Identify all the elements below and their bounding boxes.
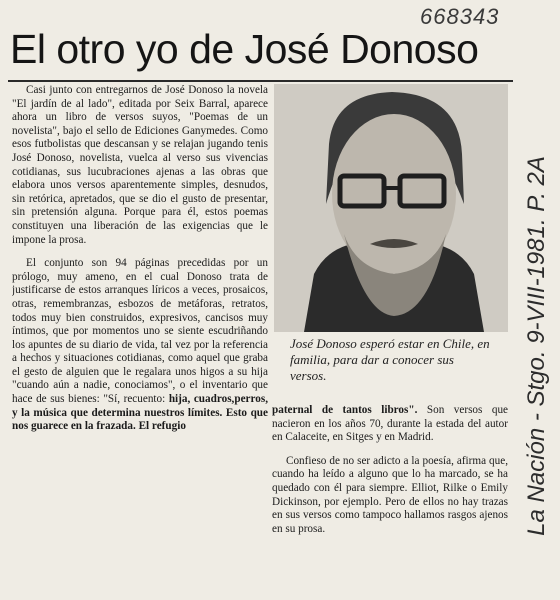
article-headline: El otro yo de José Donoso — [10, 26, 479, 72]
article-paragraph-2 — [12, 257, 268, 434]
right-paragraph-1-bold: paternal de tantos libros". — [272, 404, 418, 416]
right-paragraph-2: Confieso de no ser adicto a la poesía, afirma que, cuando ha leído a alguno que lo ha marcado, se ha quedado con él para siempre. Elliot, Rilke o Emily Dickinson, por ejemplo. Pero de ellos no hay trazas en sus versos como tampoco hallamos rasgos ajenos en su prosa. — [272, 454, 508, 535]
article-paragraph-2-text: El conjunto son 94 páginas precedidas por un prólogo, muy ameno, en el cual Donoso trata de justificarse de estos arranques líricos a veces, prosaicos, otras, remembranzas, esbozos de metáforas, retratos, todos muy bien construidos, expresivos, cancisos muy íntimos, que por momentos uno se siente escudriñando los apuntes de su diario de vida, tal vez por la referencia a hechos y situaciones cotidianas, como aquel que graba el gesto de alguien que le regalara unos higos a su hija "cuando aún a nadie, conociamos", o el inventario que hace de sus bienes: "Sí, recuento: — [12, 257, 268, 406]
archive-reference-number: 668343 — [420, 4, 500, 29]
article-right-column — [272, 404, 508, 594]
handwritten-source-text: La Nación - Stgo. 9-VIII-1981. P. 2A — [523, 156, 550, 536]
article-paragraph-2-bold: hija, cuadros,perros, y la música que determina nuestros límites. Esto que nos guarece en la frazada. El refugio — [12, 393, 268, 433]
article-left-column — [12, 84, 268, 594]
portrait-photo — [274, 84, 508, 332]
right-paragraph-1 — [272, 404, 508, 445]
handwritten-source-note — [512, 92, 556, 592]
article-paragraph-1: Casi junto con entregarnos de José Donoso la novela "El jardín de al lado", editada por Seix Barral, aparece ahora un libro de versos suyos, "Poemas de un novelista", bajo el sello de Ediciones Ganymedes. Como esos futbolistas que descansan y se relajan jugando tenis José Donoso, novelista, vuelca al verso sus vivencias cotidianas, sus lucubraciones ajenas a las obras que elabora unos versos aparentemente simples, desnudos, sin retórica, apretados, que se dio el gusto de presentar, sin pretensión alguna. Porque para él, estos poemas constituyen una liberación de las exigencias que le impone la prosa. — [12, 84, 268, 246]
portrait-photo-icon — [274, 84, 508, 332]
headline-rule — [8, 80, 513, 82]
right-paragraph-1-text: Son versos que nacieron en los años 70, durante la estada del autor en Calaceite, en Sitges y en Madrid. — [272, 404, 508, 444]
photo-caption: José Donoso esperó estar en Chile, en familia, para dar a conocer sus versos. — [290, 336, 490, 383]
